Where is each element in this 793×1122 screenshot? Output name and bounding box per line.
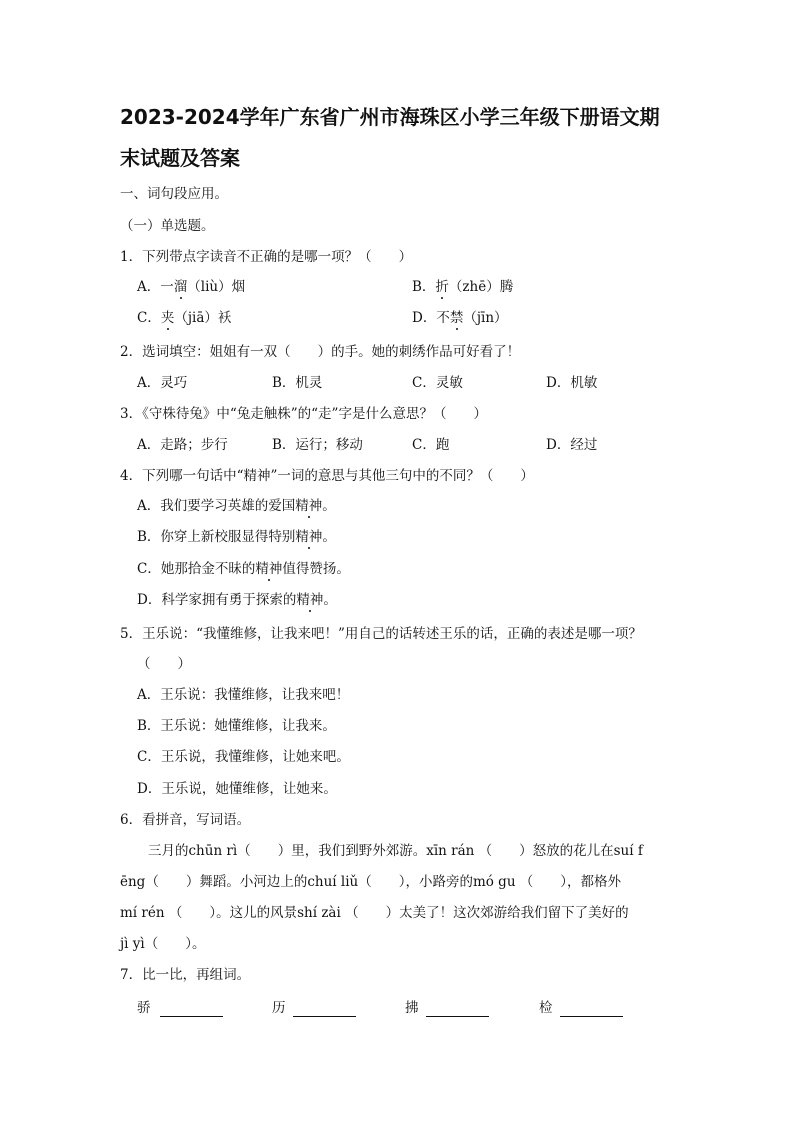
question-4-option-a: [137, 498, 336, 514]
question-1-option-a: [137, 279, 245, 295]
option-text: （jiā）袄: [174, 310, 232, 326]
option-text: 值得赞扬。: [282, 561, 350, 577]
question-3-option-c: C．跑: [412, 437, 450, 453]
question-4-option-d: [137, 592, 337, 608]
question-4-option-c: [137, 561, 350, 577]
option-text: 。: [322, 529, 336, 545]
compare-character: 历: [272, 1000, 286, 1016]
option-text: D．科学家拥有勇于探索的: [137, 592, 297, 608]
option-text: 。: [323, 592, 337, 608]
option-text: 。: [322, 498, 336, 514]
document-title-line1: 2023-2024学年广东省广州市海珠区小学三年级下册语文期: [120, 105, 660, 129]
question-2-option-a: A．灵巧: [137, 375, 188, 391]
question-1-option-c: [137, 310, 231, 326]
option-text: （jīn）: [463, 310, 508, 326]
question-5-option-d: D．王乐说，她懂维修，让她来。: [137, 781, 337, 797]
option-text: B．: [412, 279, 436, 295]
answer-blank: [426, 1016, 489, 1017]
option-text: A．我们要学习英雄的爱国: [137, 498, 296, 514]
option-text: A．一: [137, 279, 174, 295]
document-title-line2: 末试题及答案: [120, 146, 240, 170]
question-6-passage-line-3: mí rén （ ）。这儿的风景shí zài （ ）太美了！这次郊游给我们留下了美好的: [120, 905, 629, 921]
option-text: （liù）烟: [187, 279, 246, 295]
question-6-passage-line-4: jì yì（ ）。: [120, 936, 206, 952]
question-2-option-d: D．机敏: [546, 375, 598, 391]
question-3-stem: 3．《守株待兔》中“兔走触株”的“走”字是什么意思？（ ）: [120, 406, 487, 422]
question-5-option-a: A．王乐说：我懂维修，让我来吧！: [137, 687, 350, 703]
dotted-character: 夹: [160, 310, 175, 326]
option-text: D．不: [412, 310, 450, 326]
compare-character: 检: [539, 1000, 553, 1016]
question-1-option-d: [412, 310, 508, 326]
subsection-heading: （一）单选题。: [120, 218, 215, 234]
dotted-character: 折: [435, 279, 449, 295]
option-text: C．: [137, 310, 161, 326]
question-6-stem: 6．看拼音，写词语。: [120, 812, 251, 828]
question-5-option-c: C．王乐说，我懂维修，让她来吧。: [137, 749, 350, 765]
dotted-word: 精神: [295, 498, 323, 514]
question-4-stem: 4．下列哪一句话中“精神”一词的意思与其他三句中的不同？（ ）: [120, 468, 534, 484]
answer-blank: [560, 1016, 623, 1017]
dotted-word: 精神: [296, 592, 324, 608]
section-heading: 一、词句段应用。: [120, 186, 228, 202]
question-3-option-b: B．运行；移动: [272, 437, 363, 453]
question-3-option-d: D．经过: [546, 437, 598, 453]
dotted-character: 溜: [173, 279, 188, 295]
question-5-stem: 5．王乐说：“我懂维修，让我来吧！”用自己的话转述王乐的话，正确的表述是哪一项？: [120, 626, 642, 642]
question-6-passage-line-2: ēng（ ）舞蹈。小河边上的chuí liǔ（ ），小路旁的mó gu （ ），都格外: [120, 874, 622, 890]
question-1-option-b: [412, 279, 513, 295]
question-4-option-b: [137, 529, 336, 545]
question-2-stem: 2．选词填空：姐姐有一双（ ）的手。她的刺绣作品可好看了！: [120, 344, 521, 360]
dotted-word: 精神: [255, 561, 283, 577]
question-2-option-c: C．灵敏: [412, 375, 463, 391]
option-text: B．你穿上新校服显得特别: [137, 529, 296, 545]
question-5-option-b: B．王乐说：她懂维修，让我来。: [137, 718, 336, 734]
question-1-stem: 1．下列带点字读音不正确的是哪一项？（ ）: [120, 249, 413, 265]
compare-character: 骄: [137, 1000, 151, 1016]
question-7-stem: 7．比一比，再组词。: [120, 967, 251, 983]
dotted-character: 禁: [449, 310, 464, 326]
question-3-option-a: A．走路；步行: [137, 437, 228, 453]
answer-blank: [160, 1016, 223, 1017]
compare-character: 拂: [405, 1000, 419, 1016]
dotted-word: 精神: [295, 529, 323, 545]
option-text: （zhē）腾: [448, 279, 514, 295]
question-6-passage-line-1: 三月的chūn rì（ ）里，我们到野外郊游。xīn rán （ ）怒放的花儿在suí f: [148, 843, 643, 859]
question-5-answer-parens: （ ）: [137, 656, 191, 672]
question-2-option-b: B．机灵: [272, 375, 323, 391]
answer-blank: [293, 1016, 356, 1017]
option-text: C．她那拾金不昧的: [137, 561, 256, 577]
